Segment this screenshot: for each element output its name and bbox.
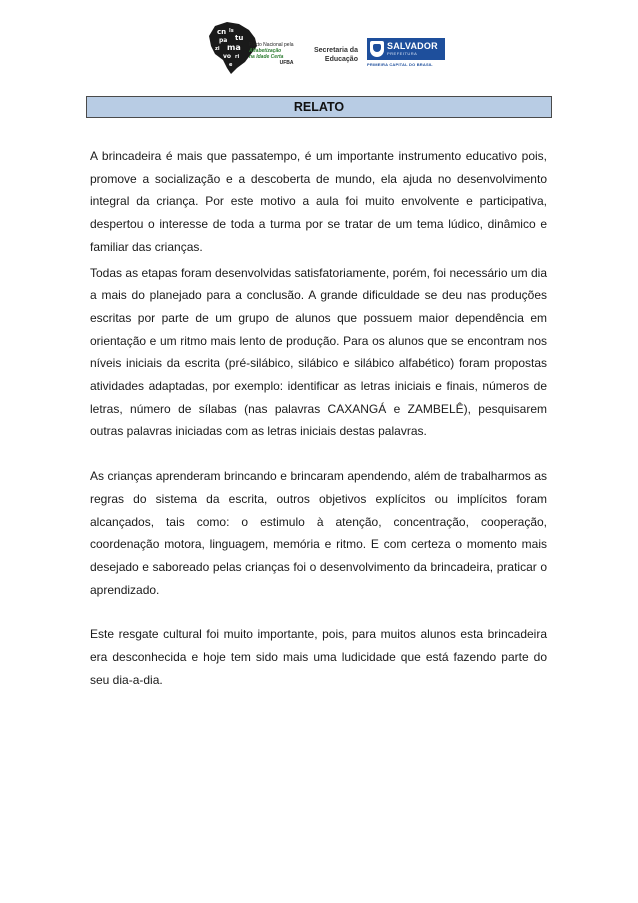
svg-text:ma: ma (227, 43, 241, 52)
pnaic-logo-text: Pacto Nacional pela Alfabetização na Idade Certa UFBA (249, 42, 294, 66)
svg-text:ls: ls (229, 28, 234, 34)
paragraph-2: Todas as etapas foram desenvolvidas satisfatoriamente, porém, foi necessário um dia a mais do planejado para a conclusão. A grande dificuldade se deu nas produções escritas por parte de um grupo de alunos que possuem maior dependência em orientação e um ritmo mais lento de produção. Para os alunos que se encontram nos níveis iniciais da escrita (pré-silábico, silábico e silábico alfabético) foram propostas atividades adaptadas, por exemplo: identificar as letras iniciais e finais, números de letras, número de sílabas (nas palavras CAXANGÁ e ZAMBELÊ), pesquisarem outras palavras iniciadas com as letras iniciais destas palavras. (90, 265, 547, 439)
svg-text:pa: pa (219, 37, 228, 44)
svg-text:zi: zi (215, 46, 220, 52)
svg-text:e: e (229, 62, 233, 68)
report-body (90, 145, 547, 691)
paragraph-4: Este resgate cultural foi muito importante, pois, para muitos alunos esta brincadeira era desconhecida e hoje tem sido mais uma ludicidade que está fazendo parte do seu dia-a-dia. (90, 627, 547, 687)
page-header (0, 14, 638, 80)
salvador-prefeitura-logo: SALVADOR PREFEITURA PRIMEIRA CAPITAL DO BRASIL (367, 38, 445, 68)
pnaic-logo (205, 20, 305, 76)
svg-text:vo: vo (223, 53, 232, 60)
svg-text:cn: cn (217, 28, 227, 36)
secretaria-educacao-logo: Secretaria da Educação (314, 47, 358, 63)
salvador-logo-box: SALVADOR PREFEITURA (367, 38, 445, 60)
paragraph-3: As crianças aprenderam brincando e brincaram apendendo, além de trabalharmos as regras do sistema da escrita, outros objetivos explícitos ou implícitos foram alcançados, tais como: o estimulo à atenção, concentração, cooperação, coordenação motora, linguagem, memória e ritmo. E com certeza o momento mais desejado e saboreado pelas crianças foi o desenvolvimento da brincadeira, praticar o aprendizado. (90, 469, 547, 597)
svg-text:tu: tu (235, 34, 244, 42)
svg-text:ri: ri (235, 54, 240, 60)
page-title: RELATO (86, 96, 552, 118)
salvador-shield-icon (370, 41, 384, 57)
paragraph-1: A brincadeira é mais que passatempo, é um importante instrumento educativo pois, promove a socialização e a descoberta de mundo, ela ajuda no desenvolvimento integral da criança. Por este motivo a aula foi muito envolvente e participativa, despertou o interesse de toda a turma por se tratar de um tema lúdico, dinâmico e familiar das crianças. (90, 149, 547, 254)
